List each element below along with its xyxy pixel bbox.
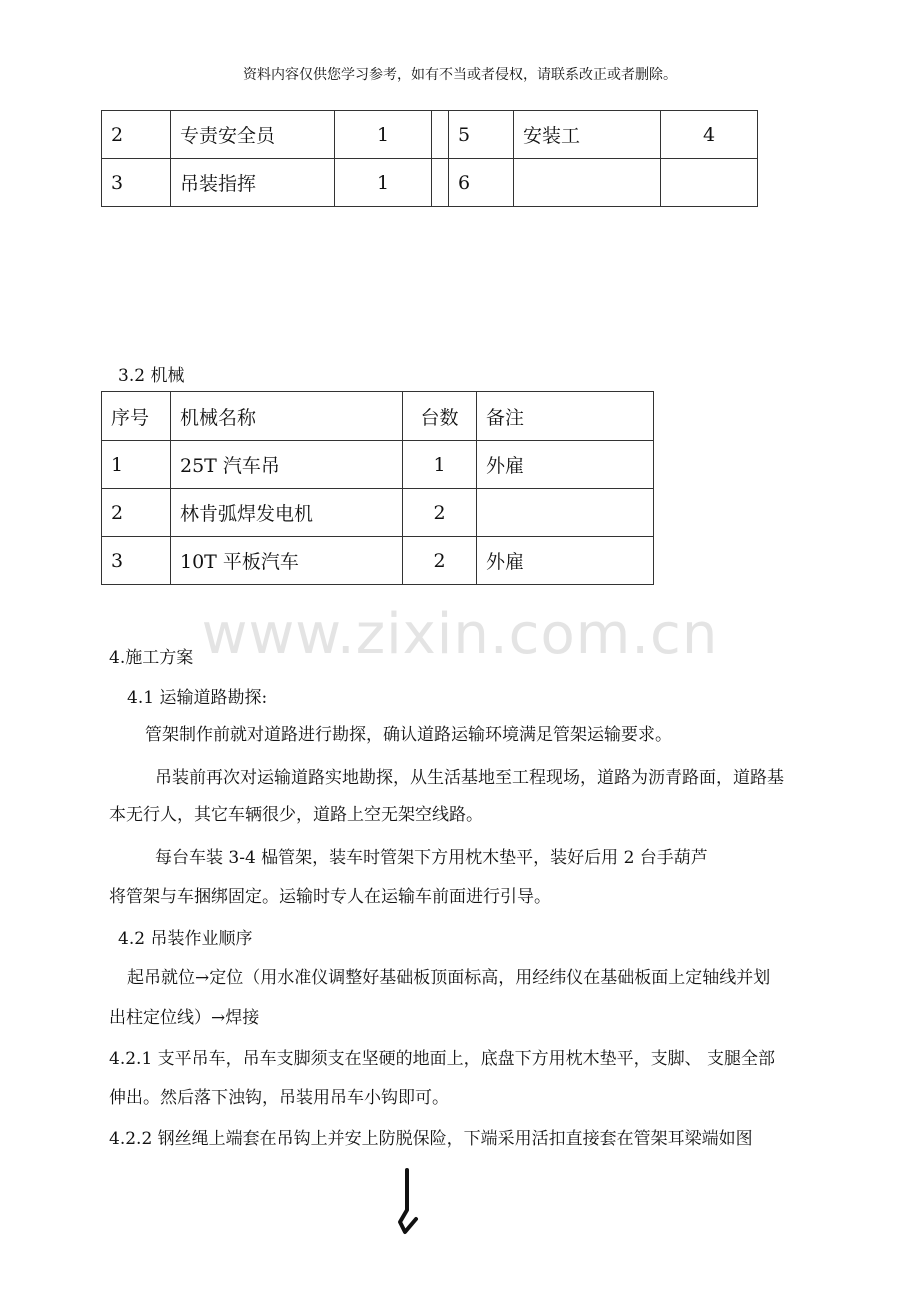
cell-name: 25T 汽车吊: [171, 441, 403, 489]
watermark: www.zixin.com.cn: [201, 602, 719, 667]
cell-role2: [514, 159, 661, 207]
cell-no: 1: [102, 441, 171, 489]
table-row: [102, 111, 758, 159]
cell-count: 2: [403, 489, 477, 537]
header-name: 机械名称: [171, 392, 403, 441]
table-header-row: [102, 392, 654, 441]
table-row: [102, 537, 654, 585]
cell-spacer: [432, 111, 449, 159]
paragraph-5-line-1: 4.2.1 支平吊车，吊车支脚须支在坚硬的地面上，底盘下方用枕木垫平，支脚、 支腿全部: [109, 1049, 776, 1069]
staff-table: [101, 110, 758, 207]
cell-no: 3: [102, 159, 171, 207]
cell-role2: 安装工: [514, 111, 661, 159]
paragraph-2-line-2: 本无行人，其它车辆很少，道路上空无架空线路。: [109, 805, 483, 825]
section-4-1-title: 4.1 运输道路勘探:: [127, 688, 268, 708]
cell-name: 林肯弧焊发电机: [171, 489, 403, 537]
cell-count2: [661, 159, 758, 207]
machinery-heading: 3.2 机械: [118, 366, 185, 386]
cell-no: 2: [102, 489, 171, 537]
header-note: 备注: [477, 392, 654, 441]
cell-spacer: [432, 159, 449, 207]
cell-role: 专责安全员: [171, 111, 335, 159]
paragraph-4-line-2: 出柱定位线）→焊接: [109, 1008, 260, 1028]
cell-note: 外雇: [477, 441, 654, 489]
cell-count: 1: [335, 159, 432, 207]
header-note: 资料内容仅供您学习参考，如有不当或者侵权，请联系改正或者删除。: [243, 67, 677, 83]
paragraph-1: 管架制作前就对道路进行勘探，确认道路运输环境满足管架运输要求。: [145, 725, 672, 745]
cell-count: 1: [403, 441, 477, 489]
cell-role: 吊装指挥: [171, 159, 335, 207]
cell-count2: 4: [661, 111, 758, 159]
cell-no2: 5: [449, 111, 514, 159]
table-row: [102, 159, 758, 207]
header-no: 序号: [102, 392, 171, 441]
paragraph-4-line-1: 起吊就位→定位（用水准仪调整好基础板顶面标高，用经纬仪在基础板面上定轴线并划: [127, 968, 771, 988]
header-count: 台数: [403, 392, 477, 441]
cell-count: 1: [335, 111, 432, 159]
cell-note: [477, 489, 654, 537]
paragraph-3-line-2: 将管架与车捆绑固定。运输时专人在运输车前面进行引导。: [109, 887, 551, 907]
section-4-title: 4.施工方案: [109, 648, 194, 668]
cell-no2: 6: [449, 159, 514, 207]
paragraph-3-line-1: 每台车装 3-4 榀管架，装车时管架下方用枕木垫平，装好后用 2 台手葫芦: [155, 848, 708, 868]
machinery-table: [101, 391, 654, 585]
section-4-2-title: 4.2 吊装作业顺序: [118, 929, 253, 949]
paragraph-5-line-2: 伸出。然后落下浊钩，吊装用吊车小钩即可。: [109, 1088, 449, 1108]
table-row: [102, 489, 654, 537]
cell-no: 3: [102, 537, 171, 585]
cell-name: 10T 平板汽车: [171, 537, 403, 585]
hook-icon: [394, 1168, 428, 1238]
cell-count: 2: [403, 537, 477, 585]
paragraph-2-line-1: 吊装前再次对运输道路实地勘探，从生活基地至工程现场，道路为沥青路面，道路基: [155, 768, 784, 788]
cell-note: 外雇: [477, 537, 654, 585]
table-row: [102, 441, 654, 489]
paragraph-6: 4.2.2 钢丝绳上端套在吊钩上并安上防脱保险，下端采用活扣直接套在管架耳梁端如图: [109, 1129, 753, 1149]
cell-no: 2: [102, 111, 171, 159]
